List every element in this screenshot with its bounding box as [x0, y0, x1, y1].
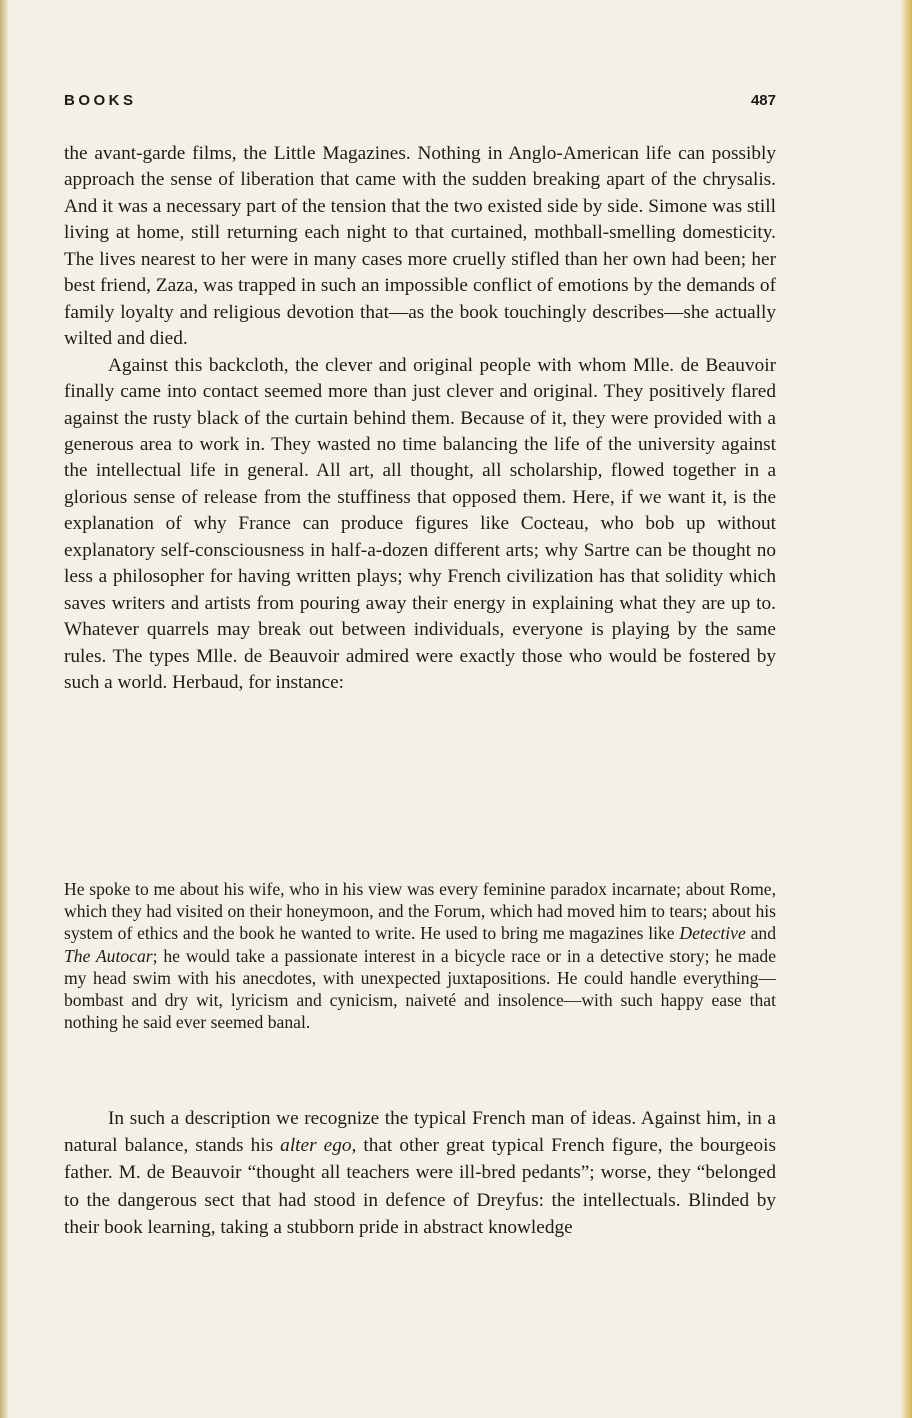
paragraph-continuation: the avant-garde films, the Little Magazines. Nothing in Anglo-American life can possibly approach the sense of liberation that came with the sudden breaking apart of the chrysalis. And it was a necessary part of the tension that the two existed side by side. Simone was still living at home, still returning each night to that curtained, mothball-smelling domesticity. The lives nearest to her were in many cases more cruelly stifled than her own had been; her best friend, Zaza, was trapped in such an impossible conflict of emotions by the demands of family loyalty and religious devotion that—as the book touchingly describes—she actually wilted and died. [64, 143, 776, 350]
quote-paragraph [64, 878, 776, 1033]
quote-text-2: and [745, 923, 777, 944]
section-title: BOOKS [64, 92, 137, 109]
paragraph-emphasis: alter ego, [280, 1135, 357, 1157]
page-left-edge [0, 0, 9, 1418]
body-text [64, 141, 776, 697]
quote-title-autocar: The Autocar [64, 945, 153, 966]
quote-text-3: ; he would take a passionate interest in a bicycle race or in a detective story; he made my head swim with his anecdotes, with unexpected juxtapositions. He could handle everything—bombast and dry wit, lyricism and cynicism, naiveté and insolence—with such happy ease that nothing he said ever seemed banal. [64, 945, 777, 1033]
body-text-continued [64, 1105, 776, 1241]
page-right-edge [900, 0, 912, 1418]
block-quote [64, 878, 776, 1033]
running-head [64, 92, 776, 112]
paragraph-text-2: that other great typical French figure, the bourgeois father. M. de Beauvoir “thought all teachers were ill-bred pedants”; worse, they “belonged to the dangerous sect that had stood in defence of Dreyfus: the intellectuals. Blinded by their book learning, taking a stubborn pride in abstract knowledge [64, 1135, 776, 1238]
quote-title-detective: Detective [679, 923, 746, 944]
quote-text-1: He spoke to me about his wife, who in his view was every feminine paradox incarnate; about Rome, which they had visited on their honeymoon, and the Forum, which had moved him to tears; about his system of ethics and the book he wanted to write. He used to bring me magazines like [64, 879, 776, 944]
paragraph-backcloth: Against this backcloth, the clever and original people with whom Mlle. de Beauvoir finally came into contact seemed more than just clever and original. They positively flared against the rusty black of the curtain behind them. Because of it, they were provided with a generous area to work in. They wasted no time balancing the life of the university against the intellectual life in general. All art, all thought, all scholarship, flowed together in a glorious sense of release from the stuffiness that opposed them. Here, if we want it, is the explanation of why France can produce figures like Cocteau, who bob up without explanatory self-consciousness in half-a-dozen different arts; why Sartre can be thought no less a philosopher for having written plays; why French civilization has that solidity which saves writers and artists from pouring away their energy in explaining what they are up to. Whatever quarrels may break out between individuals, everyone is playing by the same rules. The types Mlle. de Beauvoir admired were exactly those who would be fostered by such a world. Herbaud, for instance: [64, 354, 776, 694]
paragraph-text-1: In such a description we recognize the typical French man of ideas. Against him, in a natural balance, stands his [64, 1108, 776, 1157]
paragraph-description [64, 1105, 776, 1241]
page-number: 487 [750, 92, 776, 109]
